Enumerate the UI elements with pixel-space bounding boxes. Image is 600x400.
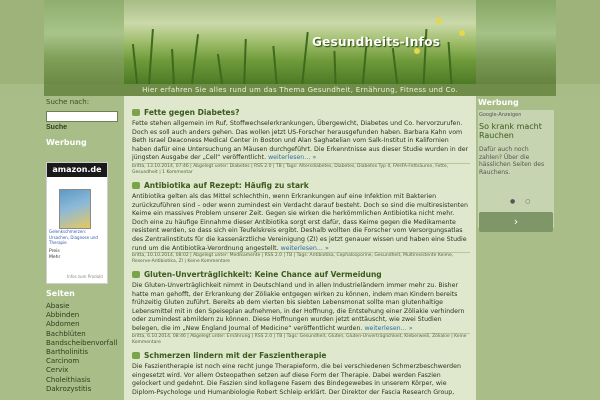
post-text: Antibiotika gelten als das Mittel schlechthin, wenn Erkrankungen auf eine Infektion mit Bakterien zurückzuführen sind – oder wenn zumindest ein Verdacht darauf besteht. Doch so sind die multiresistenten Keime ein massives Problem unserer Zeit. Gegen sie wirken die herkömmlichen Antibiotika nicht mehr. Doch eine zu häufige Einnahme dieser Antibiotika sorgt erst dafür, dass Keime gegen die Medikamente resistent werden, so dass sich ein Teufelskreis ergibt. Deshalb wollten die Forscher vom Versorgungsatlas des Zentralinstituts für die kassenärztliche Vereinigung (ZI) es jetzt genauer wissen und haben eine Studie rund um die Antibiotika-Verordnung angestellt. — [132, 193, 468, 252]
post-meta: britta, 13.10.2014, 07:46 | Abgelegt unter: Diabetes | RSS 2.0 | TB | Tags: Altersdiabetes, Diabetes, Diabetes Typ II, FAHFA-Fettsäuren, Fette, Gesundheit | 1 Kommentar — [132, 163, 470, 176]
post-title-text[interactable]: Schmerzen lindern mit der Faszientherapie — [144, 351, 327, 360]
seiten-heading: Seiten — [46, 289, 75, 298]
post-title[interactable] — [132, 181, 470, 191]
page-link[interactable]: Bartholinitis — [46, 347, 89, 356]
amazon-product-link[interactable]: Gelenkschmerzen: Ursachen, Diagnose und Therapie — [49, 229, 98, 245]
header-grass-right — [476, 0, 556, 84]
ad-title-link[interactable]: So krank macht Rauchen — [479, 122, 542, 140]
post-body — [132, 193, 470, 253]
post-icon — [132, 109, 140, 116]
page-link[interactable]: Dakrozystitis — [46, 384, 92, 393]
page-link[interactable]: Cervix — [46, 366, 69, 375]
page-link[interactable]: Abdomen — [46, 320, 80, 329]
post-text: Die Gluten-Unverträglichkeit nimmt in Deutschland und in allen Industrieländern immer mehr zu. Bisher hatte man gehofft, der Erkrankung der Zöliakie entgegen wirken zu können, indem man Kindern bereits frühzeitig Gluten zuführt. Bereits ab dem vierten bis siebten Lebensmonat sollte man glutenhaltige Lebensmittel mit in den Speiseplan aufnehmen, in der Hoffnung, die Entstehung einer Zöliakie verhindern oder zumindest abmildern zu können. Diese Hoffnungen wurden jetzt enttäuscht, wie zwei Studien belegen, die im „New England Journal of Medicine“ veröffentlicht wurden. — [132, 282, 465, 332]
right-margin — [556, 96, 600, 400]
search-label: Suche nach: — [46, 98, 90, 106]
post-icon — [132, 182, 140, 189]
right-sidebar — [476, 96, 556, 400]
post-meta: britta, 6.10.2014, 08:46 | Abgelegt unter: Ernährung | RSS 2.0 | TB | Tags: Gesundheit, Gluten, Gluten-Unverträglichkeit, Kleberweiß, Zöliakie | Keine Kommentare — [132, 333, 470, 346]
google-ad[interactable] — [478, 110, 554, 228]
post-body — [132, 363, 470, 397]
ad-next-button[interactable]: › — [479, 212, 553, 232]
amazon-footer[interactable]: Infos zum Produkt — [67, 274, 104, 279]
search-button[interactable]: Suche — [46, 124, 68, 131]
page-link[interactable]: Abasie — [46, 302, 70, 310]
search-input[interactable] — [46, 111, 118, 122]
post-title-text[interactable]: Gluten-Unverträglichkeit: Keine Chance auf Vermeidung — [144, 270, 382, 279]
amazon-ad[interactable] — [46, 162, 108, 284]
post-text: Fette stehen allgemein im Ruf, Stoffwechselerkrankungen, Übergewicht, Diabetes und Co. hervorzurufen. Doch es soll auch anders gehen. Das wollen jetzt US-Forscher herausgefunden haben. Barbara Kahn vom Beth Israel Deaconess Medical Center in Boston und Alan Saghatelian vom Salk-Institut in Kalifornien haben dafür eine Untersuchung an Mäusen durchgeführt. Die Erkenntnisse aus dieser Studie wurden in der jüngsten Ausgabe der „Cell“ veröffentlicht. — [132, 120, 469, 162]
post-body — [132, 282, 470, 334]
post-title-text[interactable]: Antibiotika auf Rezept: Häufig zu stark — [144, 181, 309, 190]
header — [0, 0, 600, 84]
header-banner — [124, 0, 476, 84]
post-text: Die Faszientherapie ist noch eine recht junge Therapieform, die bei verschiedenen Schmerzbeschwerden eingesetzt wird. Vor allem Osteopathen setzen auf diese Form der Therapie. Dabei werden Faszien gelockert und gedehnt. Die Faszien sind kollagene Fasern des Bindegewebes in unserem Körper, wie Diplom-Psychologe und Humanbiologie Robert Schleip erklärt. Der Direktor der Fascia Research Group, — [132, 363, 461, 396]
page-link[interactable]: Carcinom — [46, 357, 80, 366]
post-title[interactable] — [132, 108, 470, 118]
post-icon — [132, 352, 140, 359]
page-link[interactable]: Abbinden — [46, 311, 80, 320]
post-meta: britta, 10.10.2014, 08:02 | Abgelegt unter: Medikamente | RSS 2.0 | TB | Tags: Antibiotika, Cephalosporine, Gesundheit, Multiresistente Keime, Reserve-Antibiotika, ZI | Keine Kommentare — [132, 252, 470, 265]
post-title-text[interactable]: Fette gegen Diabetes? — [144, 108, 240, 117]
main-content — [124, 96, 476, 400]
site-title[interactable]: Gesundheits-Infos — [312, 35, 441, 49]
google-ads-label: Google-Anzeigen — [479, 112, 522, 118]
read-more-link[interactable]: weiterlesen… » — [268, 154, 317, 162]
post-body — [132, 120, 470, 163]
page-link[interactable]: Choleithiasis — [46, 375, 91, 384]
left-margin — [0, 96, 44, 400]
left-sidebar — [44, 96, 124, 400]
tagline: Hier erfahren Sie alles rund um das Thema Gesundheit, Ernährung, Fitness und Co. — [44, 84, 556, 96]
post-icon — [132, 271, 140, 278]
header-grass-left — [44, 0, 124, 84]
post-title[interactable] — [132, 351, 470, 361]
werbung-heading-right: Werbung — [478, 98, 519, 107]
werbung-heading-left: Werbung — [46, 138, 87, 147]
book-cover-image[interactable] — [59, 189, 91, 229]
ad-text: Dafür auch noch zahlen? Über die hässlichen Seiten des Rauchens. — [479, 146, 545, 176]
post-title[interactable] — [132, 270, 470, 280]
page-link[interactable]: Bachblüten — [46, 329, 86, 338]
amazon-price: Preis — [49, 249, 60, 254]
pages-list — [46, 302, 122, 394]
read-more-link[interactable]: weiterlesen… » — [280, 244, 329, 252]
page-link[interactable]: Bandscheibenvorfall — [46, 338, 118, 347]
amazon-more-link[interactable]: Mehr — [49, 255, 61, 260]
amazon-logo: amazon.de — [47, 163, 107, 177]
read-more-link[interactable]: weiterlesen… » — [364, 324, 413, 332]
ad-pagination-dots[interactable]: ● ○ — [510, 198, 535, 205]
